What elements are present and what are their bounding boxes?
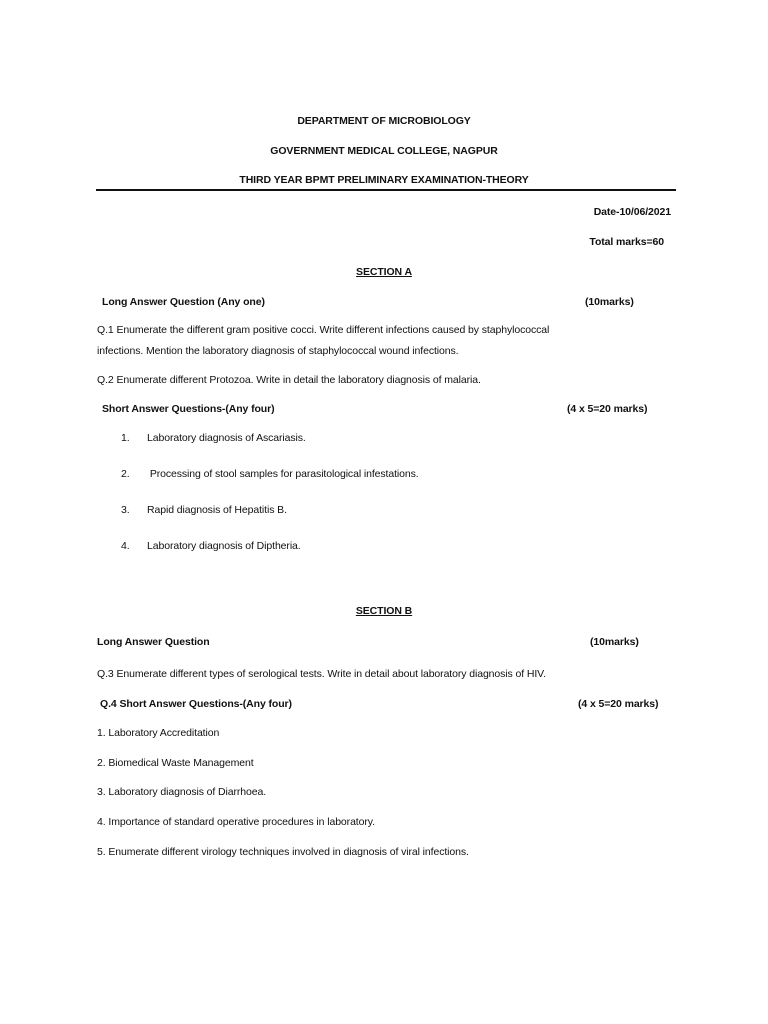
list-item xyxy=(121,432,306,445)
list-item xyxy=(121,540,301,553)
question-4-marks: (4 x 5=20 marks) xyxy=(578,698,659,710)
list-item: 2. Biomedical Waste Management xyxy=(97,757,254,769)
college-title: GOVERNMENT MEDICAL COLLEGE, NAGPUR xyxy=(270,145,498,157)
section-a-title: SECTION A xyxy=(356,266,412,278)
exam-title: THIRD YEAR BPMT PRELIMINARY EXAMINATION-THEORY xyxy=(239,174,529,186)
list-item-number: 3. xyxy=(121,504,130,516)
section-a-short-marks: (4 x 5=20 marks) xyxy=(567,403,648,415)
list-item-number: 1. xyxy=(121,432,130,444)
list-item xyxy=(121,468,419,481)
question-4-heading: Q.4 Short Answer Questions-(Any four) xyxy=(100,698,292,710)
question-1-line-2: infections. Mention the laboratory diagnosis of staphylococcal wound infections. xyxy=(97,345,459,357)
list-item-text: Laboratory diagnosis of Diptheria. xyxy=(147,540,301,552)
total-marks: Total marks=60 xyxy=(589,236,664,248)
header-divider xyxy=(96,189,676,191)
section-a-long-marks: (10marks) xyxy=(585,296,634,308)
list-item: 1. Laboratory Accreditation xyxy=(97,727,220,739)
question-3: Q.3 Enumerate different types of serological tests. Write in detail about laboratory diagnosis of HIV. xyxy=(97,668,546,680)
list-item-text: Rapid diagnosis of Hepatitis B. xyxy=(147,504,287,516)
list-item xyxy=(121,504,287,517)
question-2: Q.2 Enumerate different Protozoa. Write in detail the laboratory diagnosis of malaria. xyxy=(97,374,481,386)
list-item: 5. Enumerate different virology techniques involved in diagnosis of viral infections. xyxy=(97,846,469,858)
list-item: 3. Laboratory diagnosis of Diarrhoea. xyxy=(97,786,267,798)
section-a-short-heading: Short Answer Questions-(Any four) xyxy=(102,403,275,415)
list-item-text: Laboratory diagnosis of Ascariasis. xyxy=(147,432,306,444)
section-b-long-heading: Long Answer Question xyxy=(97,636,210,648)
section-b-title: SECTION B xyxy=(355,605,413,617)
department-title: DEPARTMENT OF MICROBIOLOGY xyxy=(297,115,471,127)
section-b-long-marks: (10marks) xyxy=(590,636,639,648)
section-a-long-heading: Long Answer Question (Any one) xyxy=(102,296,265,308)
question-1-line-1: Q.1 Enumerate the different gram positive cocci. Write different infections caused by staphylococcal xyxy=(97,324,550,336)
exam-date: Date-10/06/2021 xyxy=(593,206,671,218)
list-item-number: 2. xyxy=(121,468,130,480)
list-item-number: 4. xyxy=(121,540,130,552)
list-item-text: Processing of stool samples for parasitological infestations. xyxy=(147,468,419,480)
list-item: 4. Importance of standard operative procedures in laboratory. xyxy=(97,816,375,828)
